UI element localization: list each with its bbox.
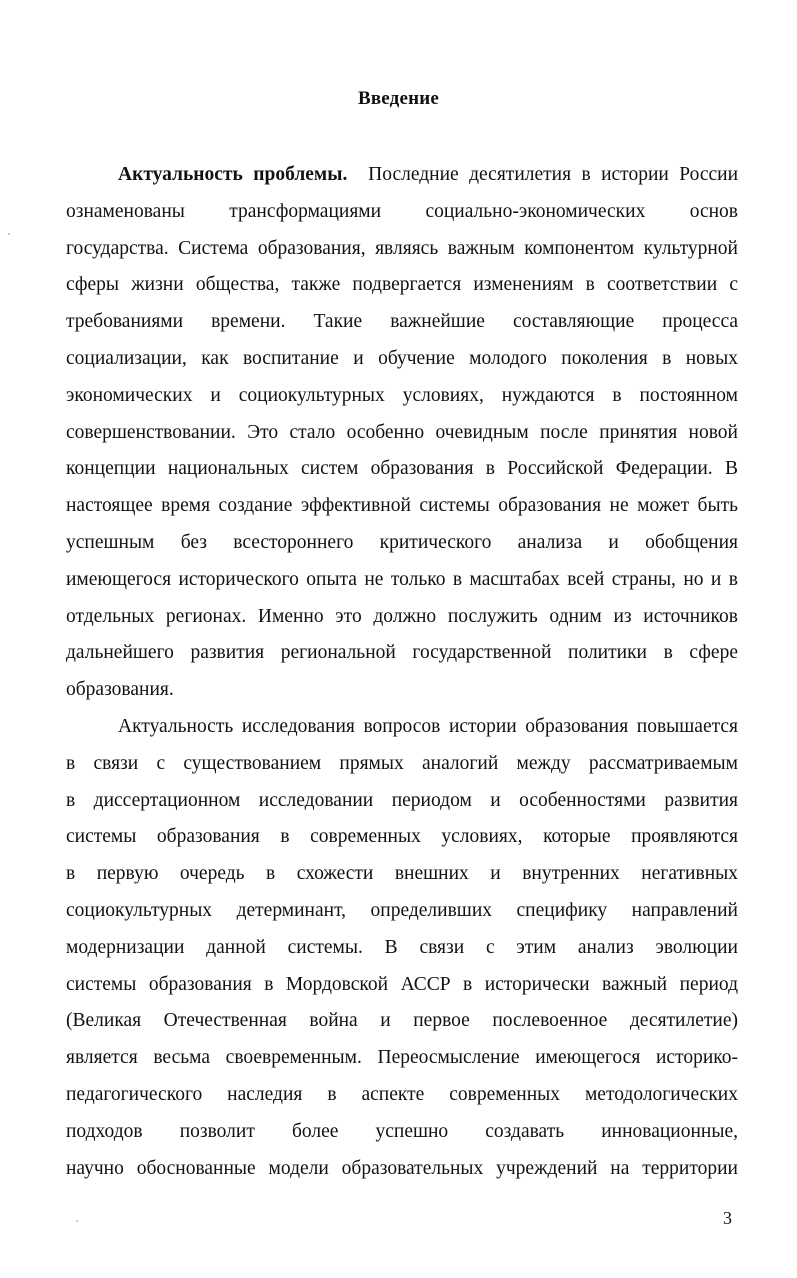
text-line: успешным без всестороннего критического анализа и обобщения <box>66 531 738 553</box>
document-body <box>66 157 738 1187</box>
text-line: государства. Система образования, являясь важным компонентом культурной <box>66 237 738 259</box>
text-line: подходов позволит более успешно создавать инновационные, <box>66 1120 738 1142</box>
page-title: Введение <box>357 88 440 109</box>
text-line: в диссертационном исследовании периодом и особенностями развития <box>66 789 738 811</box>
text-line: педагогического наследия в аспекте современных методологических <box>66 1083 738 1105</box>
text-line: научно обоснованные модели образовательных учреждений на территории <box>66 1157 738 1179</box>
text-line: имеющегося исторического опыта не только в масштабах всей страны, но и в <box>66 568 738 590</box>
text-line: совершенствовании. Это стало особенно очевидным после принятия новой <box>66 421 738 443</box>
scan-speck <box>76 1220 78 1222</box>
text-line: Последние десятилетия в истории России <box>368 164 738 185</box>
text-line: социокультурных детерминант, определивших специфику направлений <box>66 899 738 921</box>
text-line: в связи с существованием прямых аналогий между рассматриваемым <box>66 752 738 774</box>
text-line: модернизации данной системы. В связи с этим анализ эволюции <box>66 936 738 958</box>
text-line: экономических и социокультурных условиях, нуждаются в постоянном <box>66 384 738 406</box>
text-line: настоящее время создание эффективной системы образования не может быть <box>66 495 738 517</box>
text-line: ознаменованы трансформациями социально-экономических основ <box>66 200 738 222</box>
text-line: отдельных регионах. Именно это должно послужить одним из источников <box>66 605 738 627</box>
paragraph-1-line-1 <box>66 157 738 194</box>
text-line: требованиями времени. Такие важнейшие составляющие процесса <box>66 311 738 333</box>
text-line: системы образования в современных условиях, которые проявляются <box>66 826 738 848</box>
paragraph-2-line-1: Актуальность исследования вопросов истории образования повышается <box>118 715 738 737</box>
text-line: концепции национальных систем образования в Российской Федерации. В <box>66 458 738 480</box>
text-line: образования. <box>66 679 174 701</box>
text-line: социализации, как воспитание и обучение молодого поколения в новых <box>66 347 738 369</box>
text-line: в первую очередь в схожести внешних и внутренних негативных <box>66 863 738 885</box>
scan-speck <box>8 233 10 235</box>
text-line: дальнейшего развития региональной государственной политики в сфере <box>66 642 738 664</box>
text-line: является весьма своевременным. Переосмысление имеющегося историко- <box>66 1047 738 1069</box>
text-line: сферы жизни общества, также подвергается изменениям в соответствии с <box>66 274 738 296</box>
text-line: системы образования в Мордовской АССР в исторически важный период <box>66 973 738 995</box>
page-number: 3 <box>723 1208 732 1228</box>
text-line: (Великая Отечественная война и первое послевоенное десятилетие) <box>66 1010 738 1032</box>
lead-phrase: Актуальность проблемы. <box>118 164 348 185</box>
